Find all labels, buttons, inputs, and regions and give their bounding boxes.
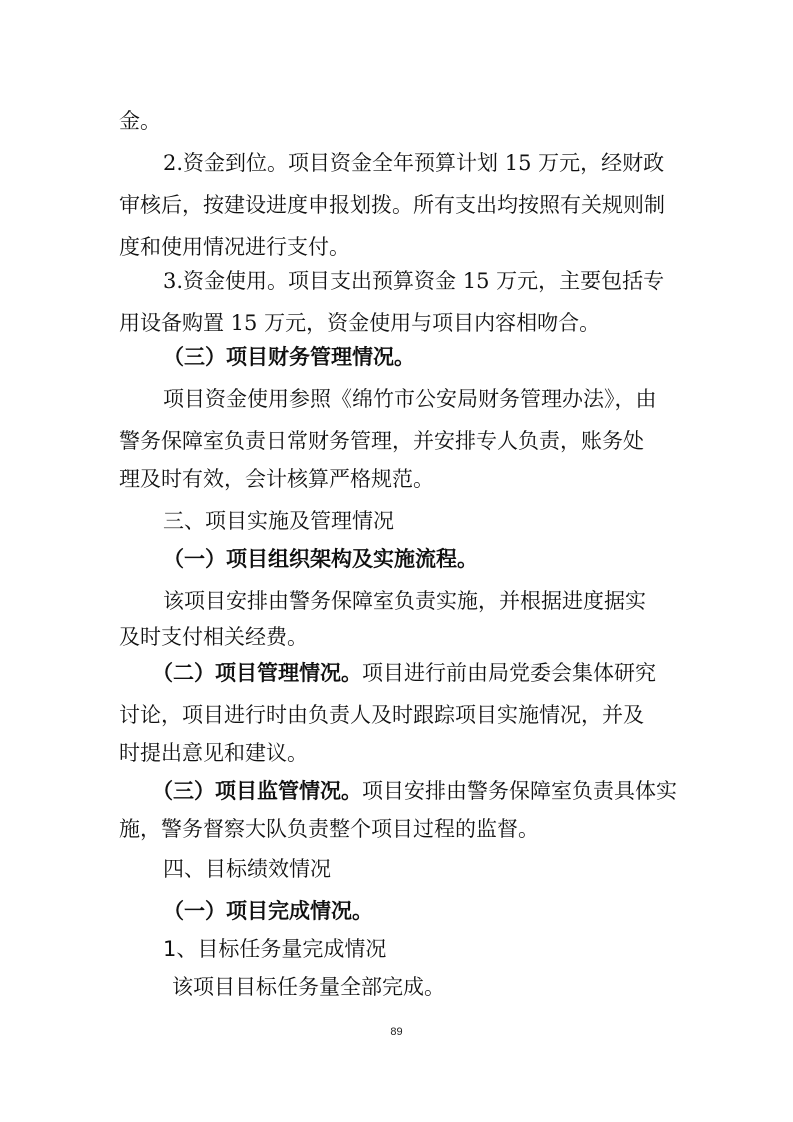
chapter-heading: 四、目标绩效情况: [163, 857, 331, 881]
paragraph-line: 用设备购置 15 万元，资金使用与项目内容相吻合。: [119, 311, 601, 335]
page-number: 89: [390, 1026, 403, 1038]
mixed-line: [152, 778, 677, 804]
paragraph-line: 讨论，项目进行时由负责人及时跟踪项目实施情况，并及: [119, 703, 644, 727]
paragraph-line: 项目资金使用参照《绵竹市公安局财务管理办法》，由: [163, 387, 657, 411]
paragraph-line: 该项目目标任务量全部完成。: [172, 975, 445, 999]
paragraph-line: 警务保障室负责日常财务管理，并安排专人负责，账务处: [119, 429, 644, 453]
mixed-line: [152, 660, 656, 686]
paragraph-line: 施，警务督察大队负责整个项目过程的监督。: [119, 817, 539, 841]
paragraph-line: 及时支付相关经费。: [119, 625, 308, 649]
paragraph-line: 该项目安排由警务保障室负责实施，并根据进度据实: [163, 589, 646, 613]
chapter-heading: 三、项目实施及管理情况: [163, 509, 394, 533]
paragraph-line: 时提出意见和建议。: [119, 741, 308, 765]
paragraph-line: 3.资金使用。项目支出预算资金 15 万元，主要包括专: [163, 269, 665, 293]
sub-heading: 1、目标任务量完成情况: [163, 937, 387, 961]
section-heading-inline: （二）项目管理情况。: [152, 660, 362, 685]
paragraph-text: 项目进行前由局党委会集体研究: [362, 661, 656, 685]
section-heading: （一）项目组织架构及实施流程。: [163, 546, 478, 571]
paragraph-line: 度和使用情况进行支付。: [119, 235, 350, 259]
section-heading: （一）项目完成情况。: [163, 898, 373, 923]
paragraph-line: 理及时有效，会计核算严格规范。: [119, 467, 434, 491]
paragraph-text: 项目安排由警务保障室负责具体实: [362, 779, 677, 803]
section-heading-inline: （三）项目监管情况。: [152, 778, 362, 803]
paragraph-line: 金。: [119, 109, 161, 133]
paragraph-line: 2.资金到位。项目资金全年预算计划 15 万元，经财政: [163, 151, 665, 175]
section-heading: （三）项目财务管理情况。: [163, 344, 415, 369]
paragraph-line: 审核后，按建设进度申报划拨。所有支出均按照有关规则制: [119, 193, 665, 217]
